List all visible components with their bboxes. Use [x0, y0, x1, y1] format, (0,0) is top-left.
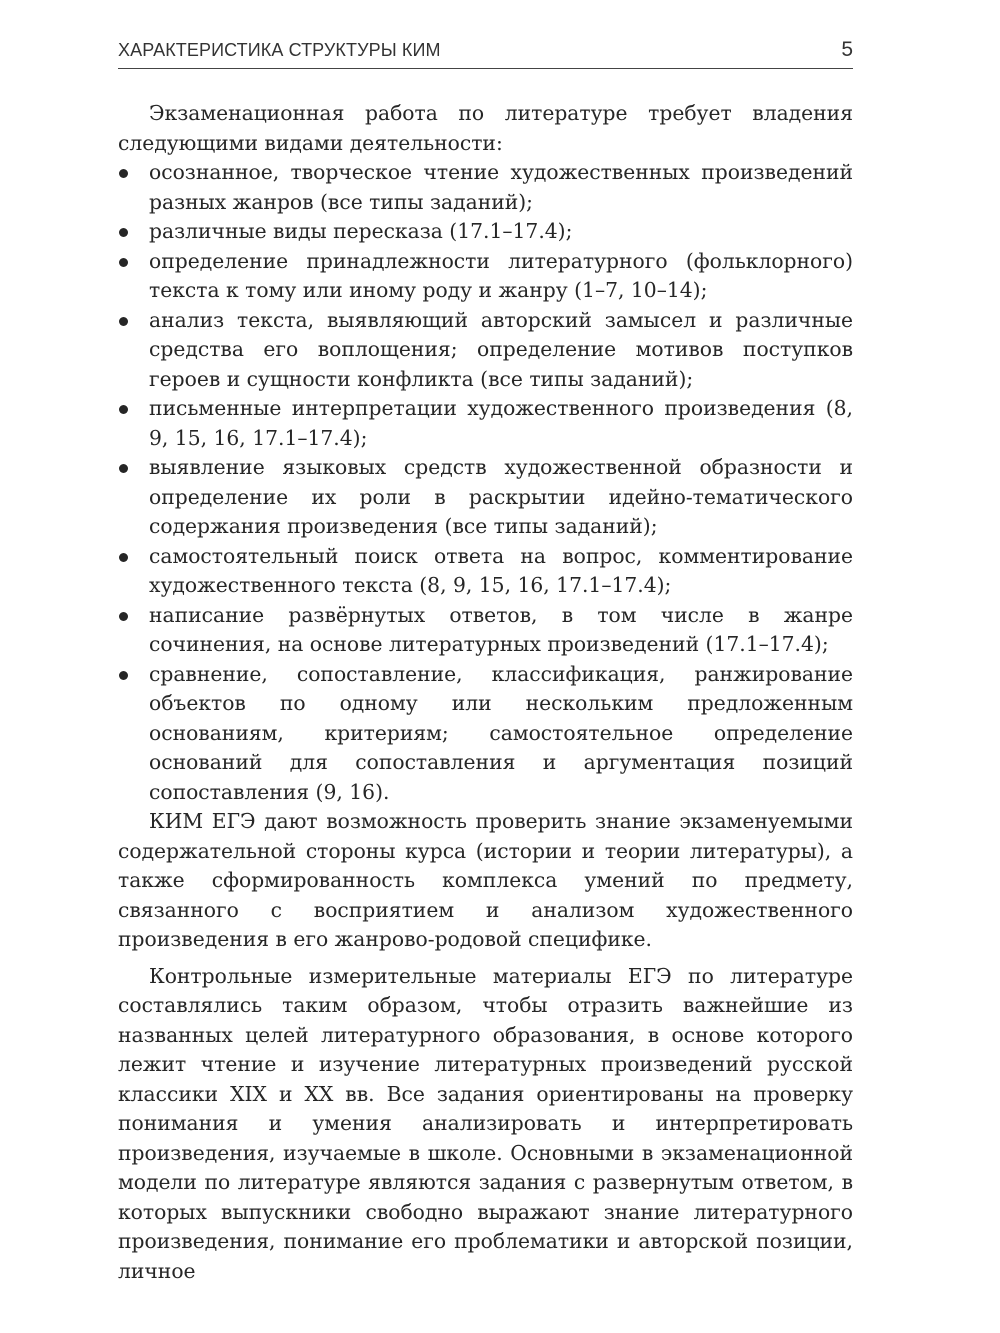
- list-item-text: различные виды пересказа (17.1–17.4);: [149, 219, 573, 243]
- intro-paragraph: Экзаменационная работа по литературе требует владения следующими видами деятельности:: [118, 101, 853, 155]
- bullet-icon: [119, 405, 128, 414]
- bullet-icon: [119, 671, 128, 680]
- list-item-text: определение принадлежности литературного (фольклорного) текста к тому или иному роду и жанру (1–7, 10–14);: [149, 248, 853, 302]
- bullet-icon: [119, 553, 128, 562]
- list-item-text: анализ текста, выявляющий авторский замысел и различные средства его воплощения; определение мотивов поступков героев и сущности конфликта (все типы заданий);: [149, 307, 853, 391]
- list-item: [118, 247, 853, 306]
- list-item-text: письменные интерпретации художественного произведения (8, 9, 15, 16, 17.1–17.4);: [149, 396, 853, 450]
- body-text: [118, 99, 853, 1286]
- list-item-text: написание развёрнутых ответов, в том числе в жанре сочинения, на основе литературных произведений (17.1–17.4);: [149, 602, 853, 656]
- bullet-icon: [119, 317, 128, 326]
- list-item: [118, 217, 853, 247]
- running-title: ХАРАКТЕРИСТИКА СТРУКТУРЫ КИМ: [118, 40, 441, 60]
- list-item-text: сравнение, сопоставление, классификация, ранжирование объектов по одному или нескольким предложенным основаниям, критериям; самостоятельное определение оснований для сопоставления и аргументация позиций сопоставления (9, 16).: [149, 661, 853, 804]
- list-item-text: выявление языковых средств художественной образности и определение их роли в раскрытии идейно-тематического содержания произведения (все типы заданий);: [149, 455, 853, 538]
- list-item: [118, 542, 853, 601]
- bullet-icon: [119, 612, 128, 621]
- page-number: 5: [841, 38, 853, 61]
- list-item: [118, 453, 853, 542]
- bullet-icon: [119, 228, 128, 237]
- bullet-icon: [119, 258, 128, 267]
- bullet-icon: [119, 169, 128, 178]
- list-item: [118, 394, 853, 453]
- body-paragraph: КИМ ЕГЭ дают возможность проверить знание экзаменуемыми содержательной стороны курса (истории и теории литературы), а также сформированность комплекса умений по предмету, связанного с восприятием и анализом художественного произведения в его жанрово-родовой специфике.: [118, 809, 853, 951]
- list-item: [118, 306, 853, 395]
- list-item-text: осознанное, творческое чтение художественных произведений разных жанров (все типы заданий);: [149, 160, 853, 214]
- list-item: [118, 660, 853, 808]
- list-item: [118, 601, 853, 660]
- list-item: [118, 158, 853, 217]
- body-paragraph: Контрольные измерительные материалы ЕГЭ по литературе составлялись таким образом, чтобы отразить важнейшие из названных целей литературного образования, в основе которого лежит чтение и изучение литературных произведений русской классики XIX и XX вв. Все задания ориентированы на проверку понимания и умения анализировать и интерпретировать произведения, изучаемые в школе. Основными в экзаменационной модели по литературе являются задания с развернутым ответом, в которых выпускники свободно выражают знание литературного произведения, понимание его проблематики и авторской позиции, личное: [118, 963, 853, 1283]
- running-head: [118, 38, 853, 69]
- list-item-text: самостоятельный поиск ответа на вопрос, комментирование художественного текста (8, 9, 15, 16, 17.1–17.4);: [149, 543, 853, 597]
- activity-list: [118, 158, 853, 807]
- bullet-icon: [119, 464, 128, 473]
